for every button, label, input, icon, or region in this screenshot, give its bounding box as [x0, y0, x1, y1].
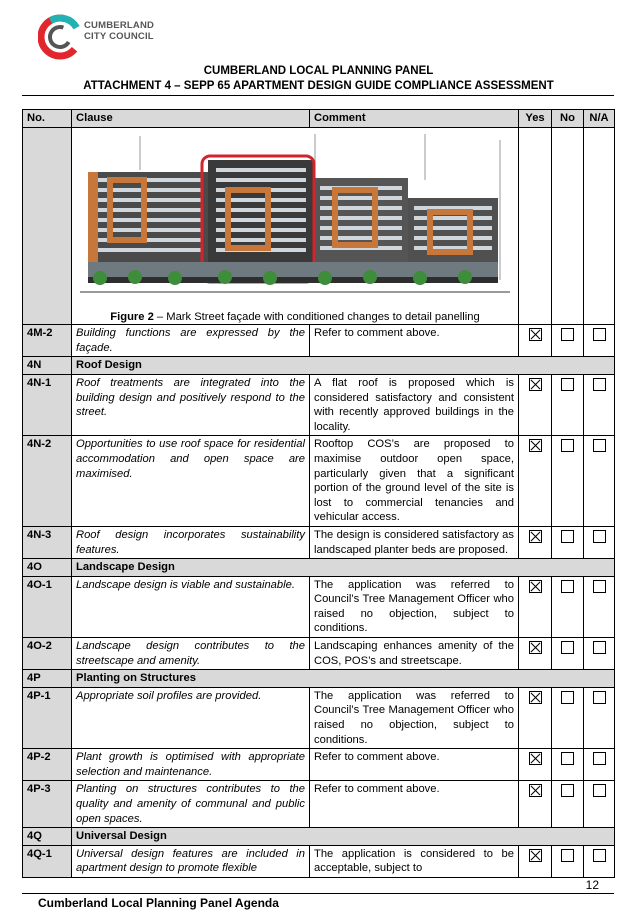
section-number: 4O [23, 559, 72, 577]
section-row [23, 559, 615, 577]
comment-text: The application was referred to Council’s Tree Management Officer who raised no objection, subject to conditions. [310, 687, 519, 748]
col-no-answer: No [552, 110, 584, 128]
col-yes: Yes [519, 110, 552, 128]
footer-rule [22, 893, 614, 894]
clause-text: Planting on structures contributes to the quality and amenity of communal and public open spaces. [72, 781, 310, 828]
clause-text: Landscape design is viable and sustainable. [72, 576, 310, 637]
na-checkbox[interactable] [593, 378, 606, 391]
no-checkbox[interactable] [561, 752, 574, 765]
section-title: Universal Design [72, 828, 615, 846]
na-checkbox[interactable] [593, 752, 606, 765]
comment-text: Refer to comment above. [310, 749, 519, 781]
na-checkbox[interactable] [593, 849, 606, 862]
panel-title: CUMBERLAND LOCAL PLANNING PANEL [203, 65, 434, 77]
figure-caption: Figure 2 – Mark Street façade with conditioned changes to detail panelling [110, 310, 480, 323]
col-na: N/A [584, 110, 615, 128]
clause-number: 4P-3 [23, 781, 72, 828]
na-checkbox[interactable] [593, 641, 606, 654]
section-row [23, 828, 615, 846]
no-checkbox[interactable] [561, 784, 574, 797]
no-checkbox[interactable] [561, 580, 574, 593]
table-row [23, 576, 615, 637]
clause-text: Plant growth is optimised with appropriate selection and maintenance. [72, 749, 310, 781]
no-checkbox[interactable] [561, 439, 574, 452]
clause-text: Appropriate soil profiles are provided. [72, 687, 310, 748]
clause-number: 4O-2 [23, 638, 72, 670]
no-checkbox[interactable] [561, 378, 574, 391]
table-header-row [23, 110, 615, 128]
na-checkbox[interactable] [593, 784, 606, 797]
yes-checkbox[interactable] [529, 530, 542, 543]
section-row [23, 357, 615, 375]
table-row [23, 781, 615, 828]
comment-text: A flat roof is proposed which is considered satisfactory and consistent with recently approved buildings in the locality. [310, 374, 519, 435]
na-checkbox[interactable] [593, 580, 606, 593]
table-row [23, 436, 615, 527]
comment-text: The design is considered satisfactory as landscaped planter beds are proposed. [310, 526, 519, 558]
footer-agenda: Cumberland Local Planning Panel Agenda [38, 896, 279, 910]
yes-checkbox[interactable] [529, 378, 542, 391]
yes-checkbox[interactable] [529, 641, 542, 654]
section-title: Planting on Structures [72, 670, 615, 688]
attachment-title: ATTACHMENT 4 – SEPP 65 APARTMENT DESIGN GUIDE COMPLIANCE ASSESSMENT [83, 80, 554, 92]
table-row [23, 374, 615, 435]
clause-number: 4N-3 [23, 526, 72, 558]
comment-text: The application is considered to be acceptable, subject to [310, 845, 519, 877]
col-clause: Clause [72, 110, 310, 128]
table-row [23, 845, 615, 877]
clause-text: Landscape design contributes to the streetscape and amenity. [72, 638, 310, 670]
na-checkbox[interactable] [593, 530, 606, 543]
comment-text: Rooftop COS’s are proposed to maximise outdoor open space, particularly given that a significant portion of the ground level of the site is lost to commercial tenancies and vehicular access. [310, 436, 519, 527]
table-row [23, 325, 615, 357]
table-row [23, 749, 615, 781]
clause-number: 4N-2 [23, 436, 72, 527]
comment-text: Refer to comment above. [310, 781, 519, 828]
yes-checkbox[interactable] [529, 439, 542, 452]
figure-row [23, 127, 615, 325]
section-row [23, 670, 615, 688]
comment-text: Refer to comment above. [310, 325, 519, 357]
yes-checkbox[interactable] [529, 752, 542, 765]
yes-checkbox[interactable] [529, 691, 542, 704]
facade-figure [80, 130, 510, 310]
na-checkbox[interactable] [593, 328, 606, 341]
section-number: 4N [23, 357, 72, 375]
comment-text: The application was referred to Council’s Tree Management Officer who raised no objection, subject to conditions. [310, 576, 519, 637]
clause-text: Building functions are expressed by the façade. [72, 325, 310, 357]
table-row [23, 638, 615, 670]
yes-checkbox[interactable] [529, 849, 542, 862]
clause-number: 4P-1 [23, 687, 72, 748]
table-row [23, 526, 615, 558]
clause-text: Opportunities to use roof space for residential accommodation and open space are maximised. [72, 436, 310, 527]
comment-text: Landscaping enhances amenity of the COS, POS’s and streetscape. [310, 638, 519, 670]
page-number: 12 [585, 878, 599, 892]
clause-number: 4O-1 [23, 576, 72, 637]
no-checkbox[interactable] [561, 530, 574, 543]
section-title: Landscape Design [72, 559, 615, 577]
compliance-table [22, 109, 615, 878]
clause-number: 4N-1 [23, 374, 72, 435]
section-title: Roof Design [72, 357, 615, 375]
no-checkbox[interactable] [561, 328, 574, 341]
logo-text: CUMBERLAND CITY COUNCIL [84, 20, 155, 42]
clause-text: Roof treatments are integrated into the building design and positively respond to the street. [72, 374, 310, 435]
col-no: No. [23, 110, 72, 128]
clause-number: 4Q-1 [23, 845, 72, 877]
clause-number: 4M-2 [23, 325, 72, 357]
yes-checkbox[interactable] [529, 784, 542, 797]
section-number: 4P [23, 670, 72, 688]
yes-checkbox[interactable] [529, 580, 542, 593]
na-checkbox[interactable] [593, 691, 606, 704]
na-checkbox[interactable] [593, 439, 606, 452]
clause-text: Roof design incorporates sustainability features. [72, 526, 310, 558]
table-row [23, 687, 615, 748]
section-number: 4Q [23, 828, 72, 846]
no-checkbox[interactable] [561, 849, 574, 862]
clause-text: Universal design features are included in apartment design to promote flexible [72, 845, 310, 877]
header-rule [22, 95, 614, 96]
no-checkbox[interactable] [561, 691, 574, 704]
no-checkbox[interactable] [561, 641, 574, 654]
clause-number: 4P-2 [23, 749, 72, 781]
col-comment: Comment [310, 110, 519, 128]
yes-checkbox[interactable] [529, 328, 542, 341]
